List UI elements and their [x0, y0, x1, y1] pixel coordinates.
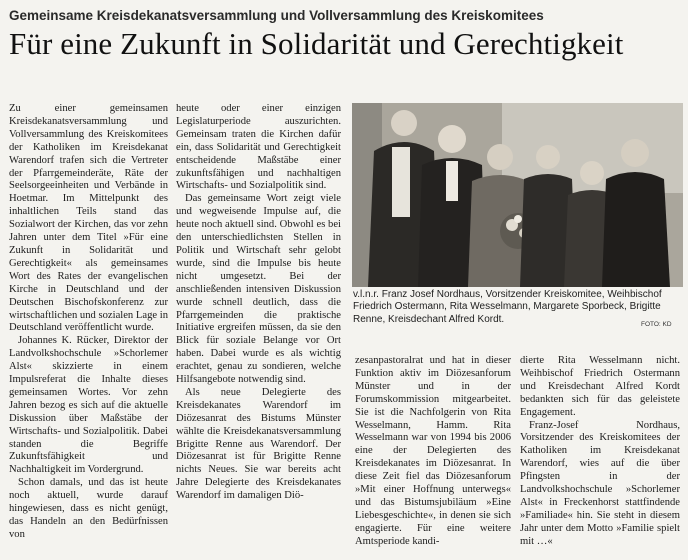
text-column-4	[520, 355, 680, 555]
text-column-1	[9, 103, 168, 553]
group-photo	[352, 103, 683, 287]
photo-caption: v.l.n.r. Franz Josef Nordhaus, Vorsitzender Kreiskomitee, Weihbischof Friedrich Ostermann, Rita Wesselmann, Margarete Sporbeck, Brigitte Renne, Kreisdechant Alfred Kordt.	[353, 289, 662, 325]
photo-credit: FOTO: KD	[641, 321, 672, 328]
paragraph: Zu einer gemeinsamen Kreisdekanatsversammlung und Vollversammlung des Kreiskomitees der Katholiken im Kreisdekanat Warendorf trafen sich die Vertreter der Pfarrgemeinderäte, Räte der Seelsorgeeinheiten und Verbände in Hoetmar. Im Mittelpunkt des inhaltlichen Teils stand das Sozialwort der Kirchen, das vor zehn Jahren unter dem Titel »Für eine Zukunft in Solidarität und Gerechtigkeit« als gemeinsames Wort des Rates der evangelischen Kirche in Deutschland und der Deutschen Bischofskonferenz zur wirtschaftlichen und sozialen Lage in Deutschland veröffentlicht wurde.	[9, 103, 168, 334]
paragraph: zesanpastoralrat und hat in dieser Funktion aktiv im Diözesanforum Münster und in der Forumskommission mitgearbeitet. Sie ist die Nachfolgerin von Rita Wesselmann, Hamm. Rita Wesselmann war von 1994 bis 2006 eine der Delegierten des Kreisdekanates im Diözesanrat. In diese Zeit fiel das Diözesanforum »Mit einer Hoffnung unterwegs« und das Bistumsjubiläum »Eine Liebesgeschichte«, in denen sie sich engagierte. Für eine weitere Amtsperiode kandi-	[355, 355, 511, 547]
paragraph: Das gemeinsame Wort zeigt viele und wegweisende Impulse auf, die heute noch aktuell sind. Obwohl es bei den unterschiedlichsten Stellen in Politik und Wirtschaft sehr gelobt wurde, sind die Impulse bis heute nicht umgesetzt. Bei der anschließenden intensiven Diskussion wurde schnell deutlich, dass die Pfarrgemeinden die praktische Initiative ergreifen müssen, da sie den Blick für soziale Belange vor Ort haben. Dabei wurde es als wichtig erachtet, genau zu sondieren, welche Hilfsangebote notwendig sind.	[176, 193, 341, 386]
text-column-2	[176, 103, 341, 553]
text-column-3	[355, 355, 511, 555]
group-photo-illustration	[352, 103, 683, 287]
article-kicker: Gemeinsame Kreisdekanatsversammlung und Vollversammlung des Kreiskomitees	[9, 8, 544, 23]
paragraph: Franz-Josef Nordhaus, Vorsitzender des Kreiskomitees der Katholiken im Kreisdekanat Warendorf, wies auf die über Pfingsten in der Landvolkshochschule »Schorlemer Alst« in Freckenhorst stattfindende »Familiade« hin. Sie steht in diesem Jahr unter dem Motto »Familie spielt mit …«	[520, 419, 680, 547]
paragraph: Schon damals, und das ist heute noch aktuell, wurde darauf hingewiesen, dass es nicht genügt, das Handeln an den Bedürfnissen von	[9, 477, 168, 540]
paragraph: Johannes K. Rücker, Direktor der Landvolkshochschule »Schorlemer Alst« skizzierte in einem Impulsreferat die Inhalte dieses gemeinsamen Wortes. Vor zehn Jahren bezog es sich auf die aktuelle Diskussion über Maßstäbe der Wirtschafts- und Sozialpolitik. Dabei standen die Begriffe Zukunftsfähigkeit und Nachhaltigkeit im Vordergrund.	[9, 335, 168, 476]
paragraph: heute oder einer einzigen Legislaturperiode auszurichten. Gemeinsam traten die Kirchen dafür ein, dass Solidarität und Gerechtigkeit entscheidende Maßstäbe einer zukunftsfähigen und nachhaltigen Wirtschafts- und Sozialpolitik sind.	[176, 103, 341, 192]
paragraph: Als neue Delegierte des Kreisdekanates Warendorf im Diözesanrat des Bistums Münster wählte die Kreisdekanatsversammlung Brigitte Renne aus Warendorf. Der Diözesanrat ist für Brigitte Renne nichts Neues. Sie war bereits acht Jahre Delegierte des Kreisdekanates Warendorf im damaligen Diö-	[176, 386, 341, 502]
article-headline: Für eine Zukunft in Solidarität und Gerechtigkeit	[9, 26, 624, 61]
paragraph: dierte Rita Wesselmann nicht. Weihbischof Friedrich Ostermann und Kreisdechant Alfred Kordt bedankten sich für das geleistete Engagement.	[520, 355, 680, 418]
